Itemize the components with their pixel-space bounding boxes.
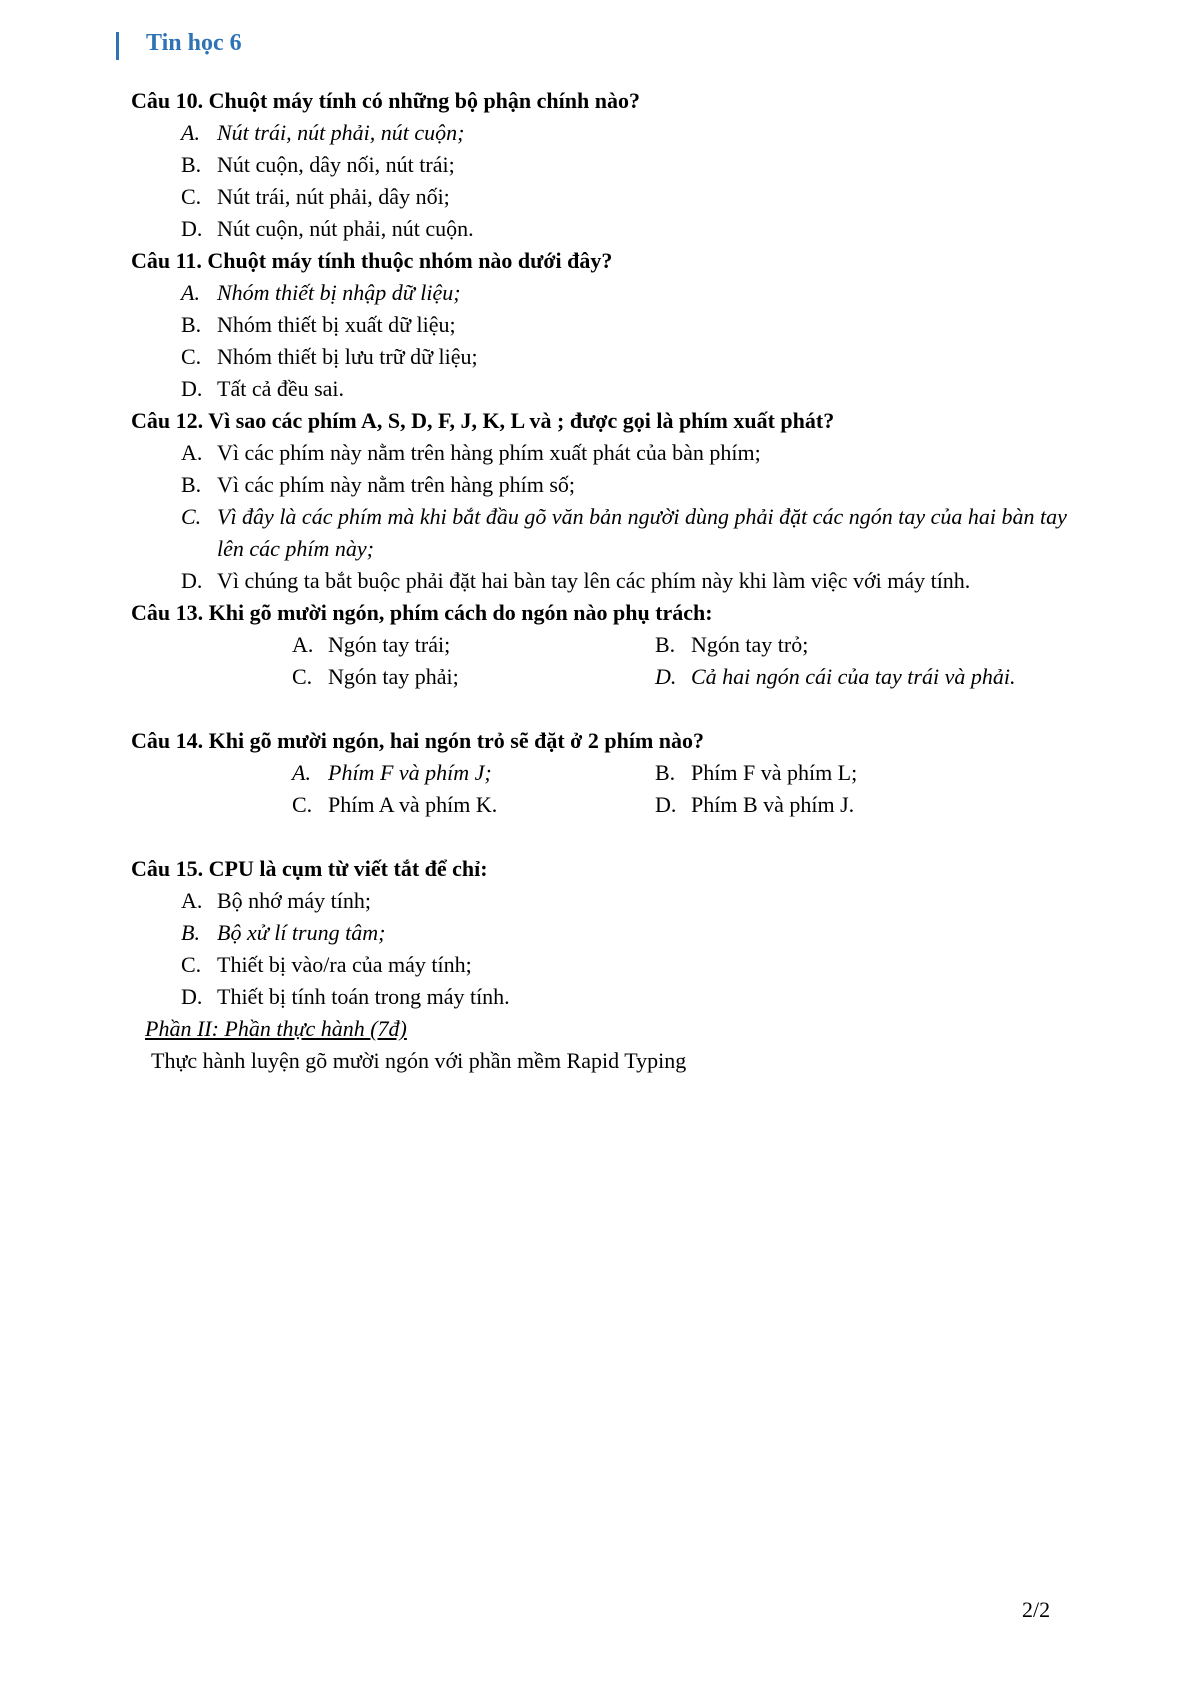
option-13d: D. Cả hai ngón cái của tay trái và phải. [655,664,1016,689]
option-13c: C. Ngón tay phải; [292,664,459,689]
question-12: Câu 12. Vì sao các phím A, S, D, F, J, K, L và ; được gọi là phím xuất phát? [131,408,835,433]
document-content [131,85,1071,1077]
page-number: 2/2 [1022,1597,1051,1622]
options-grid-14 [131,757,1071,821]
header-accent-bar [116,32,119,60]
option-10a: A. Nút trái, nút phải, nút cuộn; [181,120,465,145]
question-15: Câu 15. CPU là cụm từ viết tắt để chỉ: [131,856,488,881]
option-12a: A. Vì các phím này nằm trên hàng phím xuất phát của bàn phím; [181,440,761,465]
option-14d: D. Phím B và phím J. [655,792,855,817]
option-15c: C. Thiết bị vào/ra của máy tính; [181,952,472,977]
option-12b: B. Vì các phím này nằm trên hàng phím số; [181,472,576,497]
part2-task: Thực hành luyện gõ mười ngón với phần mềm Rapid Typing [151,1048,687,1073]
options-grid-13 [131,629,1071,693]
option-11a: A. Nhóm thiết bị nhập dữ liệu; [181,280,461,305]
option-11b: B. Nhóm thiết bị xuất dữ liệu; [181,312,456,337]
header-title: Tin học 6 [146,30,242,56]
option-14b: B. Phím F và phím L; [655,760,858,785]
option-13a: A. Ngón tay trái; [292,632,451,657]
option-11c: C. Nhóm thiết bị lưu trữ dữ liệu; [181,344,478,369]
question-13: Câu 13. Khi gõ mười ngón, phím cách do ngón nào phụ trách: [131,600,713,625]
option-15a: A. Bộ nhớ máy tính; [181,888,372,913]
option-14a: A. Phím F và phím J; [292,760,492,785]
option-10c: C. Nút trái, nút phải, dây nối; [181,184,450,209]
option-15b: B. Bộ xử lí trung tâm; [181,920,386,945]
question-10: Câu 10. Chuột máy tính có những bộ phận chính nào? [131,88,640,113]
option-15d: D. Thiết bị tính toán trong máy tính. [181,984,510,1009]
option-10b: B. Nút cuộn, dây nối, nút trái; [181,152,455,177]
option-12d: D. Vì chúng ta bắt buộc phải đặt hai bàn tay lên các phím này khi làm việc với máy tính. [181,568,971,593]
option-12c: C. Vì đây là các phím mà khi bắt đầu gõ văn bản người dùng phải đặt các ngón tay của hai bàn tay lên các phím này; [181,504,1067,561]
part2-title: Phần II: Phần thực hành (7đ) [145,1016,407,1041]
option-11d: D. Tất cả đều sai. [181,376,345,401]
option-14c: C. Phím A và phím K. [292,792,498,817]
question-14: Câu 14. Khi gõ mười ngón, hai ngón trỏ sẽ đặt ở 2 phím nào? [131,728,704,753]
option-13b: B. Ngón tay trỏ; [655,632,809,657]
option-10d: D. Nút cuộn, nút phải, nút cuộn. [181,216,474,241]
question-11: Câu 11. Chuột máy tính thuộc nhóm nào dưới đây? [131,248,613,273]
